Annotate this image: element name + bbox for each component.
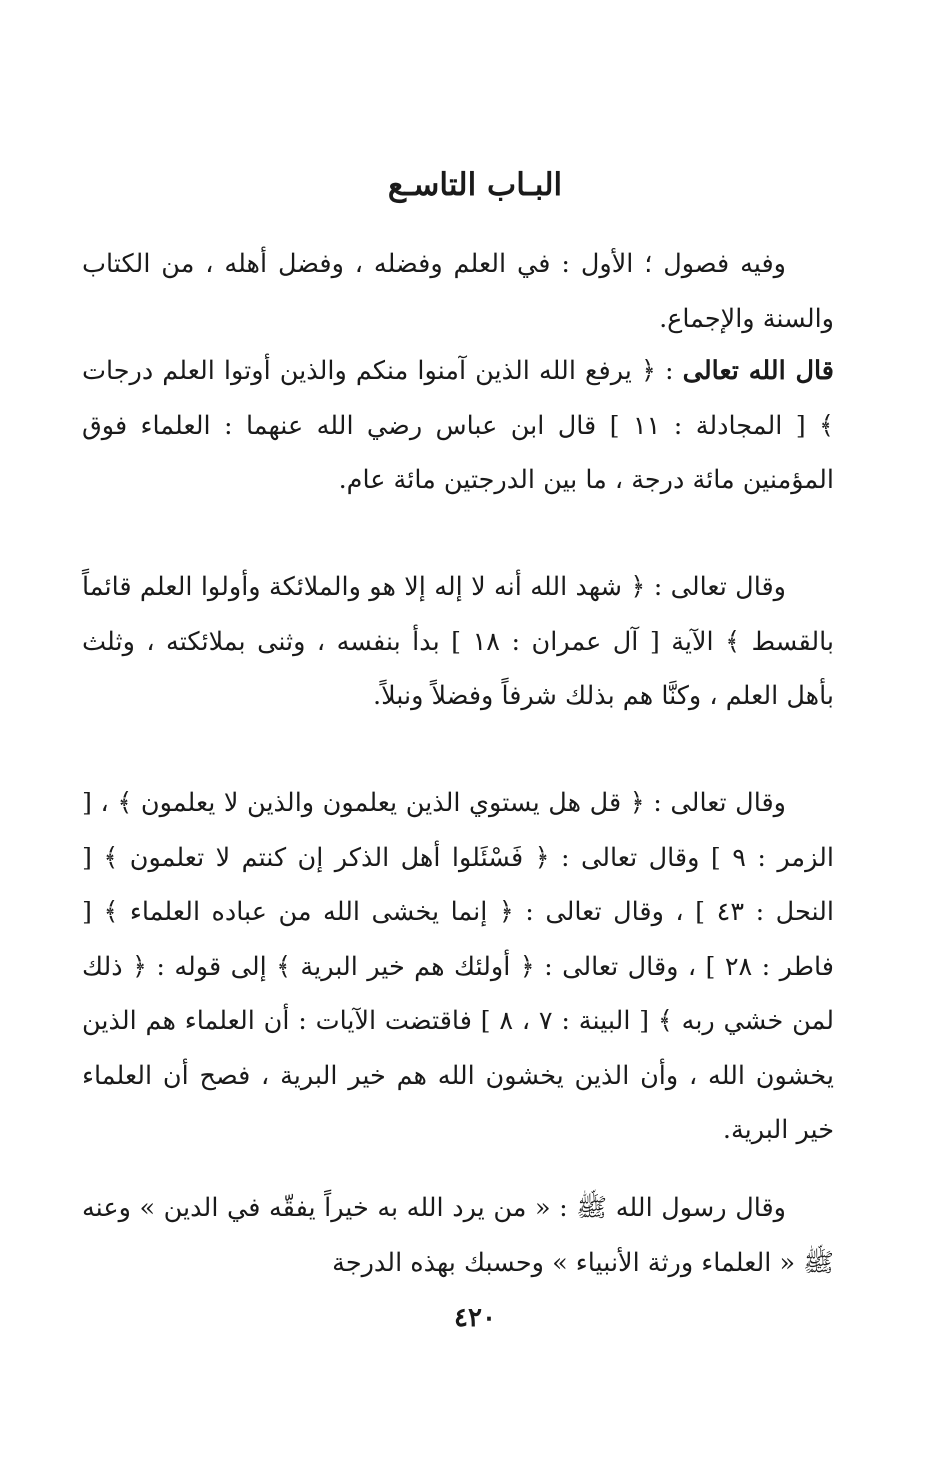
ayah-paragraph-3 [82, 776, 834, 1158]
chapter-title: البـاب التاسـع [387, 167, 563, 203]
paragraph-lead: قال الله تعالى [682, 356, 834, 386]
paragraph-text: : ﴿ يرفع الله الذين آمنوا منكم والذين أوتوا العلم درجات ﴾ [ المجادلة : ١١ ] قال ابن عباس رضي الله عنهما : العلماء فوق المؤمنين مائة درجة ، ما بين الدرجتين مائة عام. [82, 356, 834, 495]
intro-paragraph [82, 237, 834, 346]
ayah-paragraph-2 [82, 560, 834, 724]
paragraph-text: وقال رسول الله ﷺ : « من يرد الله به خيراً يفقّه في الدين » وعنه ﷺ « العلماء ورثة الأنبياء » وحسبك بهذه الدرجة [82, 1193, 834, 1278]
paragraph-text: وقال تعالى : ﴿ شهد الله أنه لا إله إلا هو والملائكة وأولوا العلم قائماً بالقسط ﴾ الآية [ آل عمران : ١٨ ] بدأ بنفسه ، وثنى بملائكته ، وثلث بأهل العلم ، وكنَّا هم بذلك شرفاً وفضلاً ونبلاً. [82, 572, 834, 711]
paragraph-text: وفيه فصول ؛ الأول : في العلم وفضله ، وفضل أهله ، من الكتاب والسنة والإجماع. [82, 249, 834, 334]
ayah-paragraph-1 [82, 344, 834, 508]
page-number: ٤٢٠ [454, 1303, 496, 1333]
hadith-paragraph [82, 1181, 834, 1290]
paragraph-text: وقال تعالى : ﴿ قل هل يستوي الذين يعلمون والذين لا يعلمون ﴾ ، [ الزمر : ٩ ] وقال تعالى : ﴿ فَسْئَلوا أهل الذكر إن كنتم لا تعلمون ﴾ [ النحل : ٤٣ ] ، وقال تعالى : ﴿ إنما يخشى الله من عباده العلماء ﴾ [ فاطر : ٢٨ ] ، وقال تعالى : ﴿ أولئك هم خير البرية ﴾ إلى قوله : ﴿ ذلك لمن خشي ربه ﴾ [ البينة : ٧ ، ٨ ] فاقتضت الآيات : أن العلماء هم الذين يخشون الله ، وأن الذين يخشون الله هم خير البرية ، فصح أن العلماء خير البرية. [82, 788, 834, 1145]
paragraph-container [82, 344, 834, 508]
